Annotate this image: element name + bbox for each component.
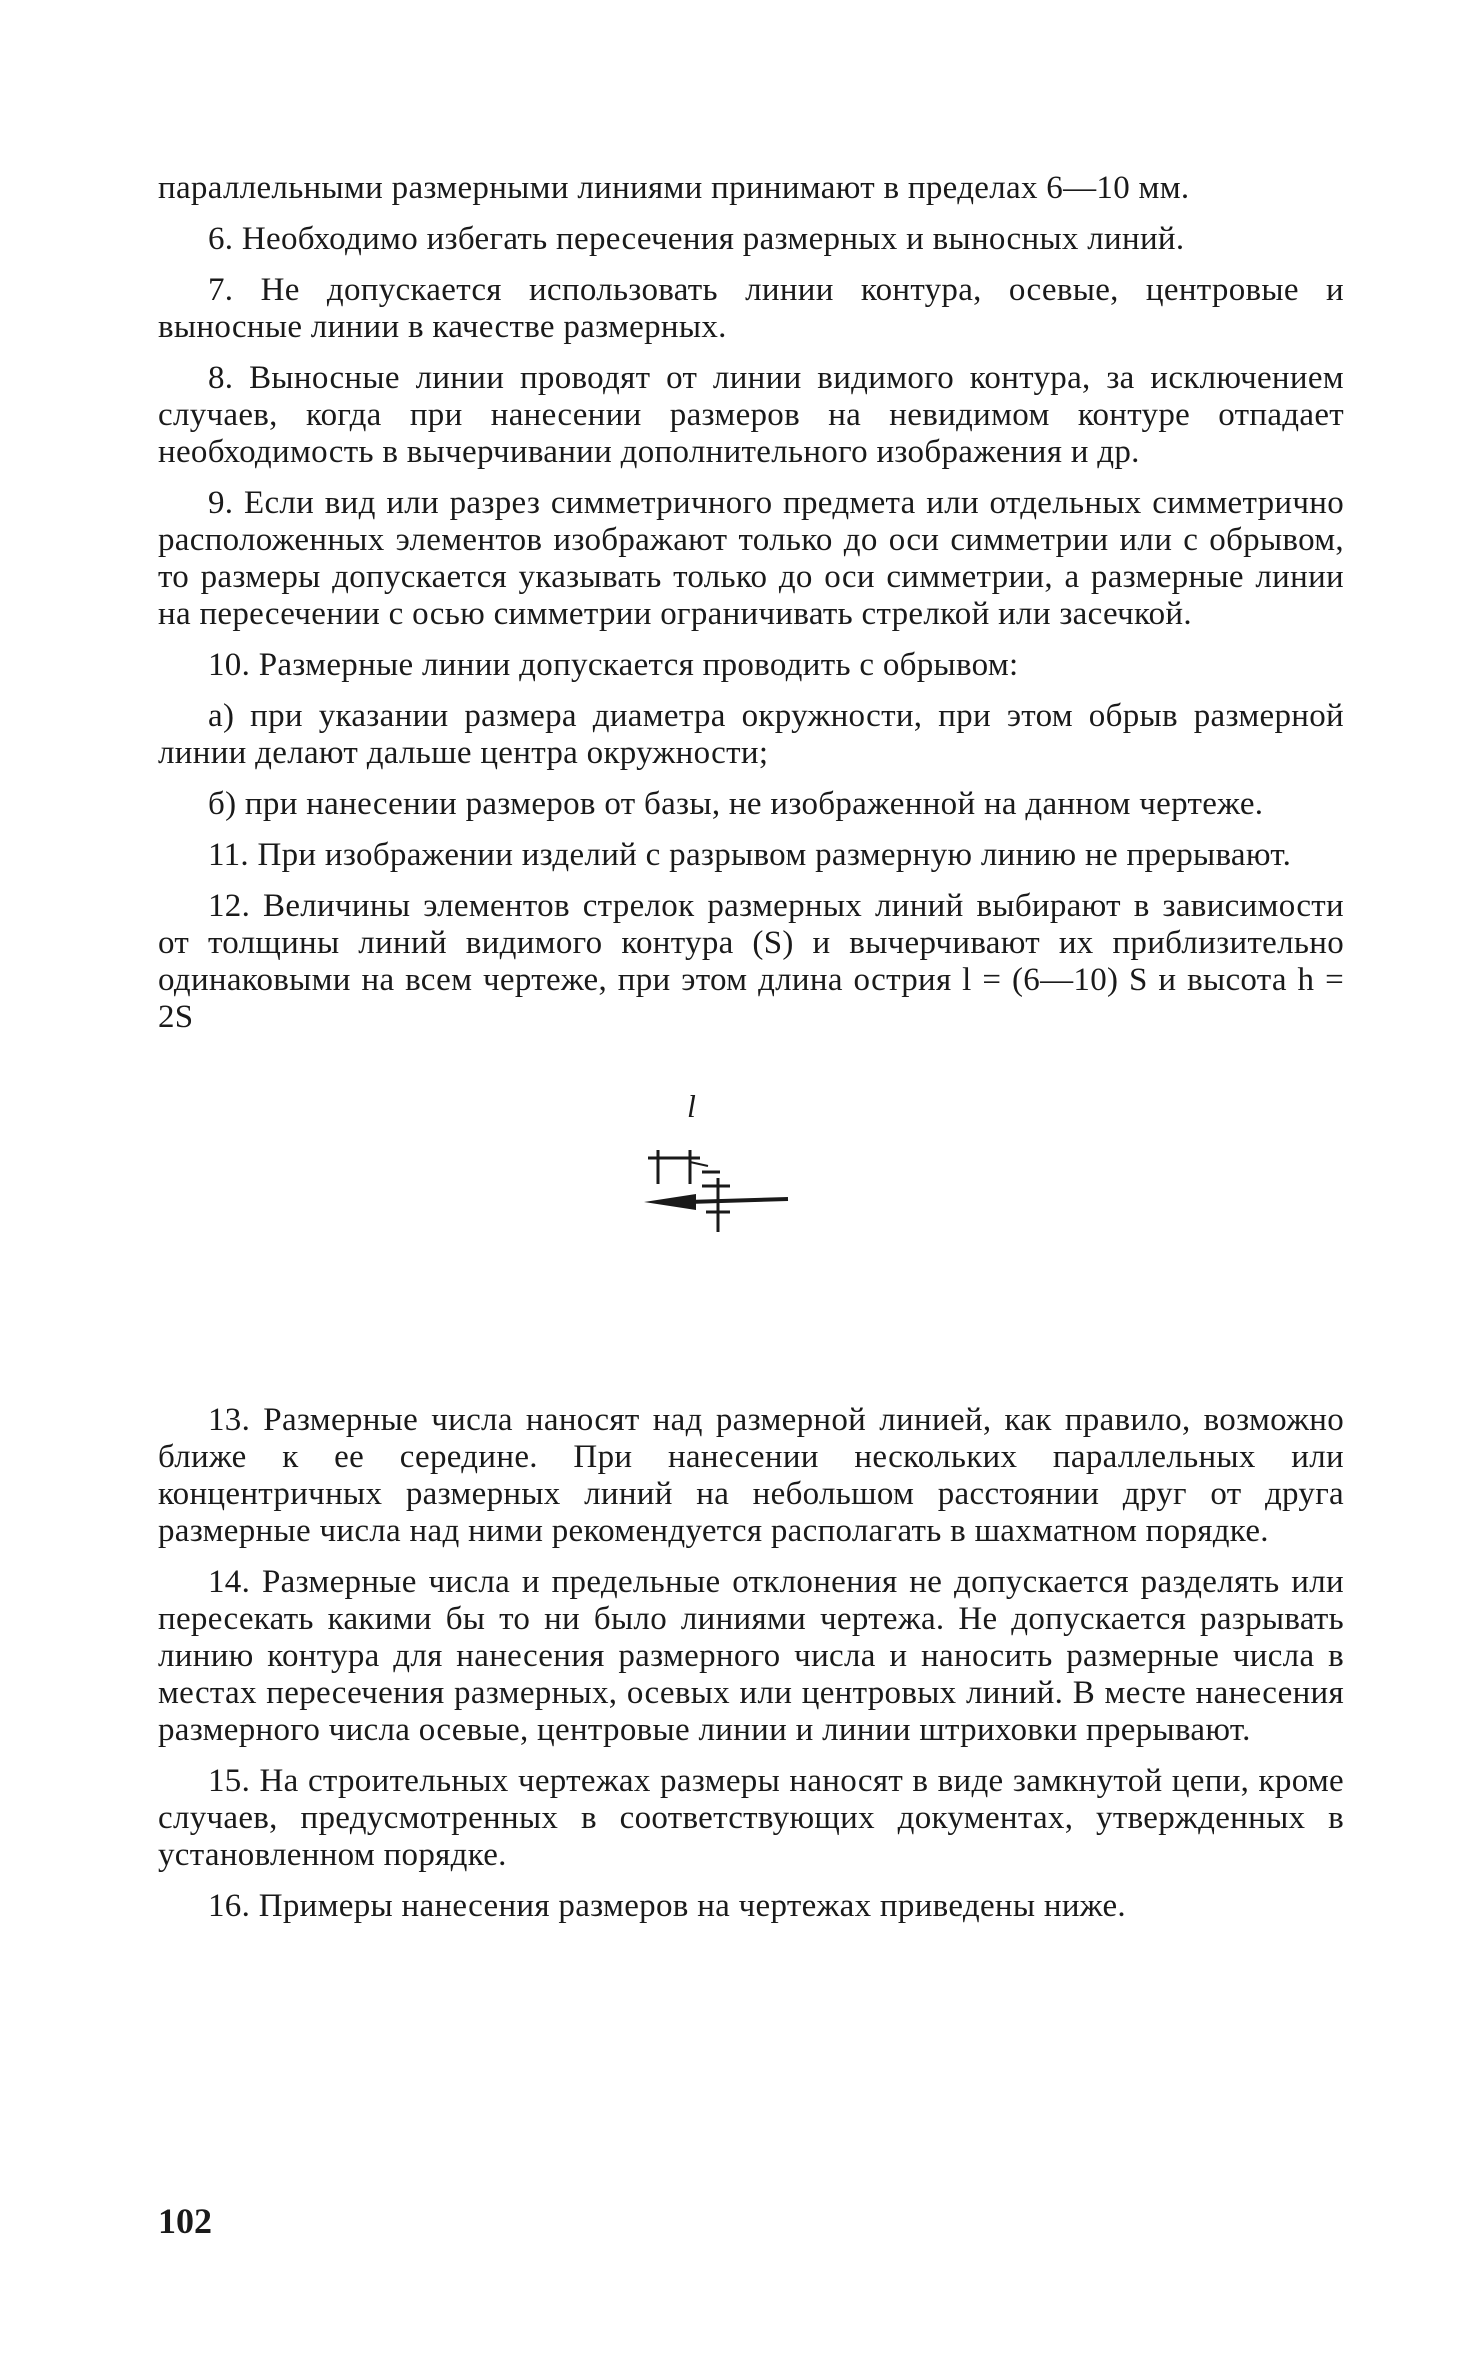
dimension-line	[688, 1199, 788, 1202]
arrow-dimension-figure	[158, 1050, 1344, 1402]
figure-label-l: l	[687, 1088, 696, 1124]
paragraph-item-15: 15. На строительных чертежах размеры наносят в виде замкнутой цепи, кроме случаев, предусмотренных в соответствующих документах, утвержденных в установленном порядке.	[158, 1763, 1344, 1873]
arrow-diagram	[638, 1122, 838, 1262]
l-leader	[690, 1162, 708, 1166]
paragraph-item-16: 16. Примеры нанесения размеров на чертежах приведены ниже.	[208, 1888, 1126, 1924]
paragraph-item-10b: б) при нанесении размеров от базы, не изображенной на данном чертеже.	[208, 786, 1264, 822]
paragraph-item-13: 13. Размерные числа наносят над размерной линией, как правило, возможно ближе к ее середине. При нанесении нескольких параллельных или концентричных размерных линий на небольшом расстоянии друг от друга размерные числа над ними рекомендуется располагать в шахматном порядке.	[158, 1402, 1344, 1549]
paragraph-item-9: 9. Если вид или разрез симметричного предмета или отдельных симметрично расположенных элементов изображают только до оси симметрии или с обрывом, то размеры допускается указывать только до оси симметрии, а размерные линии на пересечении с осью симметрии ограничивать стрелкой или засечкой.	[158, 485, 1344, 632]
paragraph-item-8: 8. Выносные линии проводят от линии видимого контура, за исключением случаев, когда при нанесении размеров на невидимом контуре отпадает необходимость в вычерчивании дополнительного изображения и др.	[158, 360, 1344, 470]
paragraph-continuation: параллельными размерными линиями принимают в пределах 6—10 мм.	[158, 170, 1190, 206]
page-number: 102	[158, 2201, 212, 2241]
page-content	[158, 170, 1344, 1939]
paragraph-item-11: 11. При изображении изделий с разрывом размерную линию не прерывают.	[208, 837, 1292, 873]
paragraph-item-14: 14. Размерные числа и предельные отклонения не допускается разделять или пересекать какими бы то ни было линиями чертежа. Не допускается разрывать линию контура для нанесения размерного числа и наносить размерные числа в местах пересечения размерных, осевых или центровых линий. В месте нанесения размерного числа осевые, центровые линии и линии штриховки прерывают.	[158, 1564, 1344, 1748]
paragraph-item-10a: а) при указании размера диаметра окружности, при этом обрыв размерной линии делают дальше центра окружности;	[158, 698, 1344, 771]
paragraph-item-12: 12. Величины элементов стрелок размерных линий выбирают в зависимости от толщины линий видимого контура (S) и вычерчивают их приблизительно одинаковыми на всем чертеже, при этом длина острия l = (6—10) S и высота h = 2S	[158, 888, 1344, 1035]
paragraph-item-7: 7. Не допускается использовать линии контура, осевые, центровые и выносные линии в качестве размерных.	[158, 272, 1344, 345]
paragraph-item-6: 6. Необходимо избегать пересечения размерных и выносных линий.	[208, 221, 1185, 257]
paragraph-item-10: 10. Размерные линии допускается проводить с обрывом:	[208, 647, 1019, 683]
